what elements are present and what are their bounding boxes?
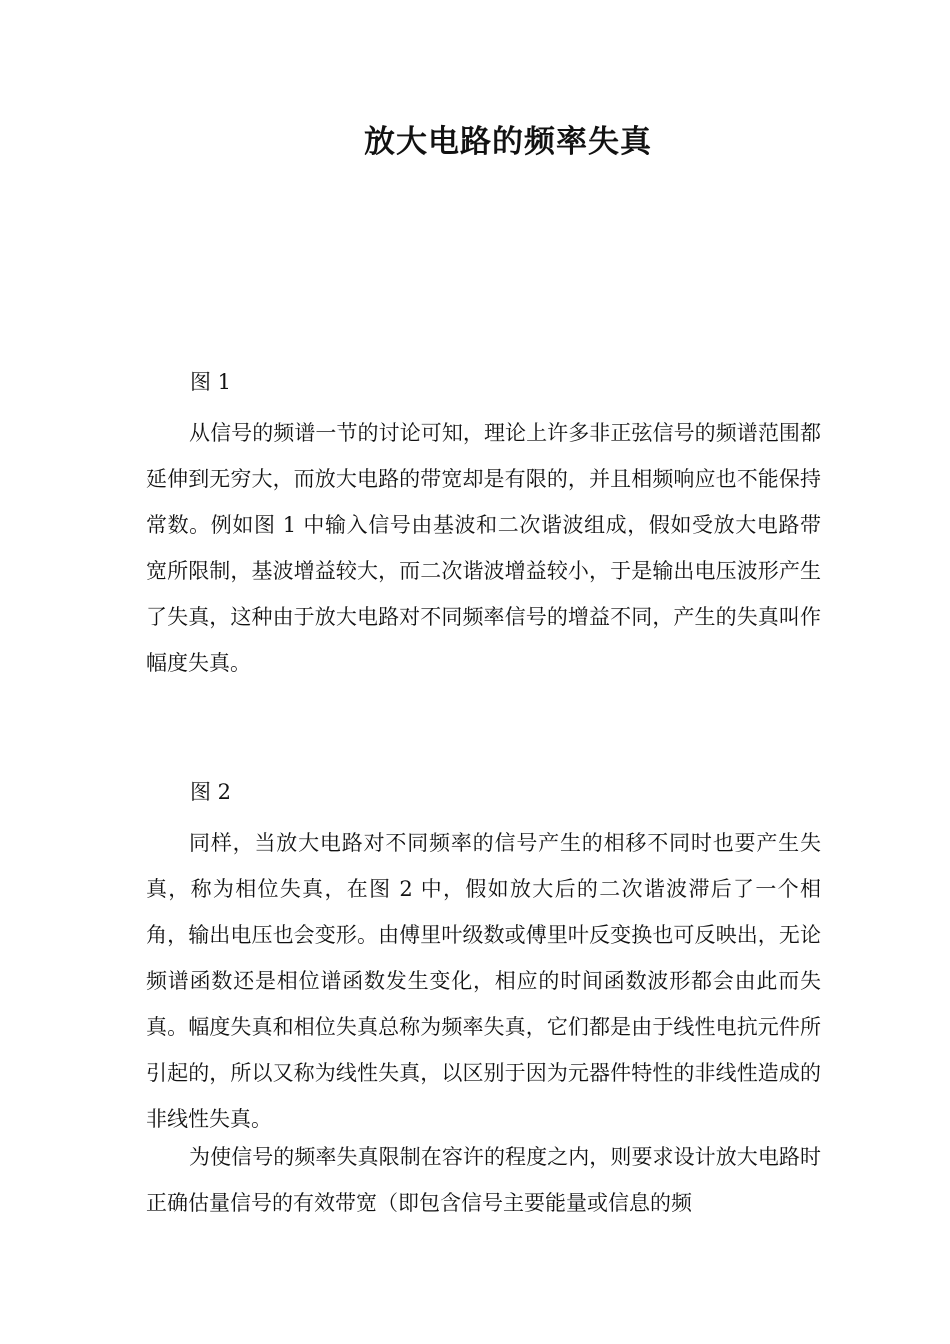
document-title: 放大电路的频率失真 bbox=[364, 124, 652, 160]
paragraph-bandwidth: 为使信号的频率失真限制在容许的程度之内，则要求设计放大电路时正确估量信号的有效带宽（即包含信号主要能量或信息的频 bbox=[146, 1145, 821, 1215]
paragraph-amplitude-distortion: 从信号的频谱一节的讨论可知，理论上许多非正弦信号的频谱范围都延伸到无穷大，而放大电路的带宽却是有限的，并且相频响应也不能保持常数。例如图 1 中输入信号由基波和二次谐波组成，假如受放大电路带宽所限制，基波增益较大，而二次谐波增益较小，于是输出电压波形产生了失真，这种由于放大电路对不同频率信号的增益不同，产生的失真叫作幅度失真。 bbox=[146, 421, 821, 675]
figure-2-caption: 图 2 bbox=[190, 780, 232, 804]
figure-1-caption: 图 1 bbox=[190, 370, 232, 394]
paragraph-phase-distortion: 同样，当放大电路对不同频率的信号产生的相移不同时也要产生失真，称为相位失真，在图 2 中，假如放大后的二次谐波滞后了一个相角，输出电压也会变形。由傅里叶级数或傅里叶反变换也可反映出，无论频谱函数还是相位谱函数发生变化，相应的时间函数波形都会由此而失真。幅度失真和相位失真总称为频率失真，它们都是由于线性电抗元件所引起的，所以又称为线性失真，以区别于因为元器件特性的非线性造成的非线性失真。 bbox=[146, 831, 821, 1131]
